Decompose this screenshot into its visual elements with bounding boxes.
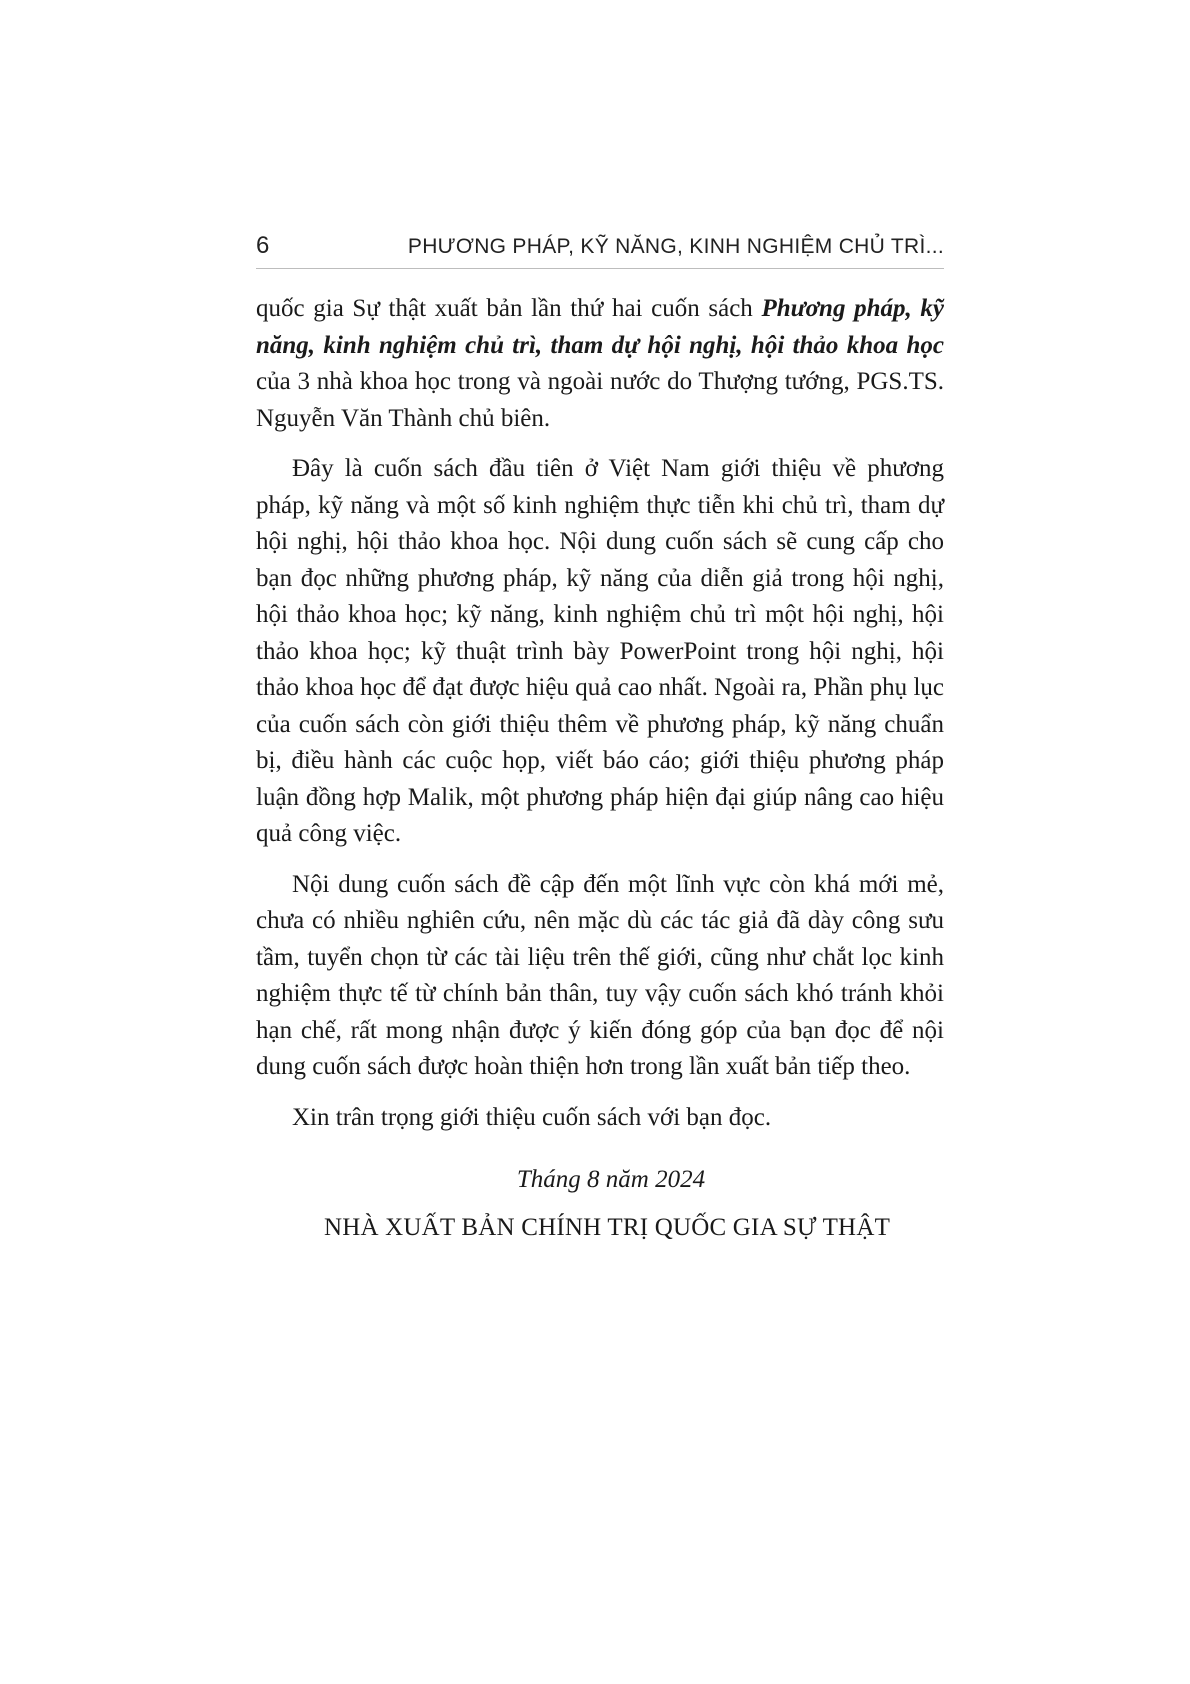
book-title: Phương pháp, kỹ năng, kinh nghiệm chủ trì, tham dự hội nghị, hội thảo khoa học [256, 295, 944, 359]
running-header [256, 232, 944, 269]
running-title: PHƯƠNG PHÁP, KỸ NĂNG, KINH NGHIỆM CHỦ TRÌ... [407, 235, 944, 258]
closing-date: Tháng 8 năm 2024 [516, 1166, 706, 1193]
paragraph-continuation [256, 291, 944, 437]
paragraph-1-after: của 3 nhà khoa học trong và ngoài nước do Thượng tướng, PGS.TS. Nguyễn Văn Thành chủ biên. [256, 368, 944, 432]
paragraph-3: Nội dung cuốn sách đề cập đến một lĩnh vực còn khá mới mẻ, chưa có nhiều nghiên cứu, nên mặc dù các tác giả đã dày công sưu tầm, tuyển chọn từ các tài liệu trên thế giới, cũng như chắt lọc kinh nghiệm thực tế từ chính bản thân, tuy vậy cuốn sách khó tránh khỏi hạn chế, rất mong nhận được ý kiến đóng góp của bạn đọc để nội dung cuốn sách được hoàn thiện hơn trong lần xuất bản tiếp theo. [256, 870, 944, 1080]
body-text [256, 291, 944, 1136]
book-page [256, 232, 944, 1246]
paragraph-4: Xin trân trọng giới thiệu cuốn sách với bạn đọc. [292, 1103, 772, 1131]
closing-publisher: NHÀ XUẤT BẢN CHÍNH TRỊ QUỐC GIA SỰ THẬT [323, 1214, 891, 1241]
page-number: 6 [256, 232, 270, 259]
paragraph-2: Đây là cuốn sách đầu tiên ở Việt Nam giới thiệu về phương pháp, kỹ năng và một số kinh nghiệm thực tiễn khi chủ trì, tham dự hội nghị, hội thảo khoa học. Nội dung cuốn sách sẽ cung cấp cho bạn đọc những phương pháp, kỹ năng của diễn giả trong hội nghị, hội thảo khoa học; kỹ năng, kinh nghiệm chủ trì một hội nghị, hội thảo khoa học; kỹ thuật trình bày PowerPoint trong hội nghị, hội thảo khoa học để đạt được hiệu quả cao nhất. Ngoài ra, Phần phụ lục của cuốn sách còn giới thiệu thêm về phương pháp, kỹ năng chuẩn bị, điều hành các cuộc họp, viết báo cáo; giới thiệu phương pháp luận đồng hợp Malik, một phương pháp hiện đại giúp nâng cao hiệu quả công việc. [256, 455, 944, 847]
paragraph-1-before: quốc gia Sự thật xuất bản lần thứ hai cuốn sách [256, 295, 762, 322]
